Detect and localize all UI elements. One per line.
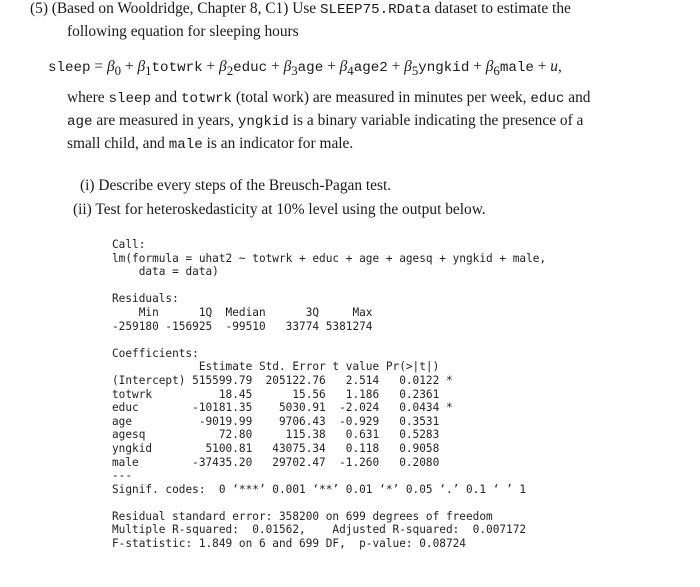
- where-line-2: age are measured in years, yngkid is a binary variable indicating the presence of a: [67, 112, 584, 130]
- call-block: [112, 238, 546, 279]
- part-i: (i) Describe every steps of the Breusch-Pagan test.: [80, 177, 392, 194]
- output-line: data = data): [112, 265, 219, 279]
- coef-row: educ -10181.35 5030.91 -2.024 0.0434 *: [112, 401, 453, 415]
- problem-intro-line-2: following equation for sleeping hours: [67, 23, 299, 40]
- output-line: Estimate Std. Error t value Pr(>|t|): [112, 360, 440, 374]
- part-ii: (ii) Test for heteroskedasticity at 10% level using the output below.: [73, 201, 486, 218]
- output-line: -259180 -156925 -99510 33774 5381274: [112, 319, 373, 333]
- output-line: Multiple R-squared: 0.01562, Adjusted R-squared: 0.007172: [112, 523, 527, 537]
- coef-row: agesq 72.80 115.38 0.631 0.5283: [112, 428, 440, 442]
- output-line: ---: [112, 469, 133, 483]
- signif-codes: Signif. codes: 0 ‘***’ 0.001 ‘**’ 0.01 ‘*’ 0.05 ‘.’ 0.1 ‘ ’ 1: [112, 482, 527, 496]
- coef-row: (Intercept) 515599.79 205122.76 2.514 0.0122 *: [112, 373, 453, 387]
- coef-row: male -37435.20 29702.47 -1.260 0.2080: [112, 455, 440, 469]
- coef-row: totwrk 18.45 15.56 1.186 0.2361: [112, 387, 440, 401]
- coef-row: yngkid 5100.81 43075.34 0.118 0.9058: [112, 441, 440, 455]
- where-line-1: where sleep and totwrk (total work) are measured in minutes per week, educ and: [67, 89, 591, 107]
- output-line: Residuals:: [112, 292, 179, 306]
- where-line-3: small child, and male is an indicator for male.: [67, 135, 354, 153]
- coef-row: age -9019.99 9706.43 -0.929 0.3531: [112, 414, 440, 428]
- output-line: Coefficients:: [112, 346, 199, 360]
- dataset-name: SLEEP75.RData: [320, 2, 431, 18]
- output-line: Residual standard error: 358200 on 699 degrees of freedom: [112, 509, 493, 523]
- residuals-block: [112, 292, 546, 333]
- summary-block: [112, 510, 546, 551]
- coefficients-block: [112, 347, 546, 497]
- problem-intro-line-1: (5) (Based on Wooldridge, Chapter 8, C1) Use SLEEP75.RData dataset to estimate the: [30, 0, 571, 18]
- output-line: F-statistic: 1.849 on 6 and 699 DF, p-value: 0.08724: [112, 537, 466, 551]
- regression-equation: sleep = $\beta_0$ + $\beta_1totwrk$ + $\beta_2educ + \beta_3age + \beta_4age2$ + $\beta_5yngkid$ + $\beta_6male + u$,: [48, 58, 562, 79]
- output-line: Call:: [112, 238, 146, 251]
- output-line: Min 1Q Median 3Q Max: [112, 305, 373, 319]
- r-output: [112, 238, 546, 551]
- output-line: lm(formula = uhat2 ~ totwrk + educ + age + agesq + yngkid + male,: [112, 251, 547, 265]
